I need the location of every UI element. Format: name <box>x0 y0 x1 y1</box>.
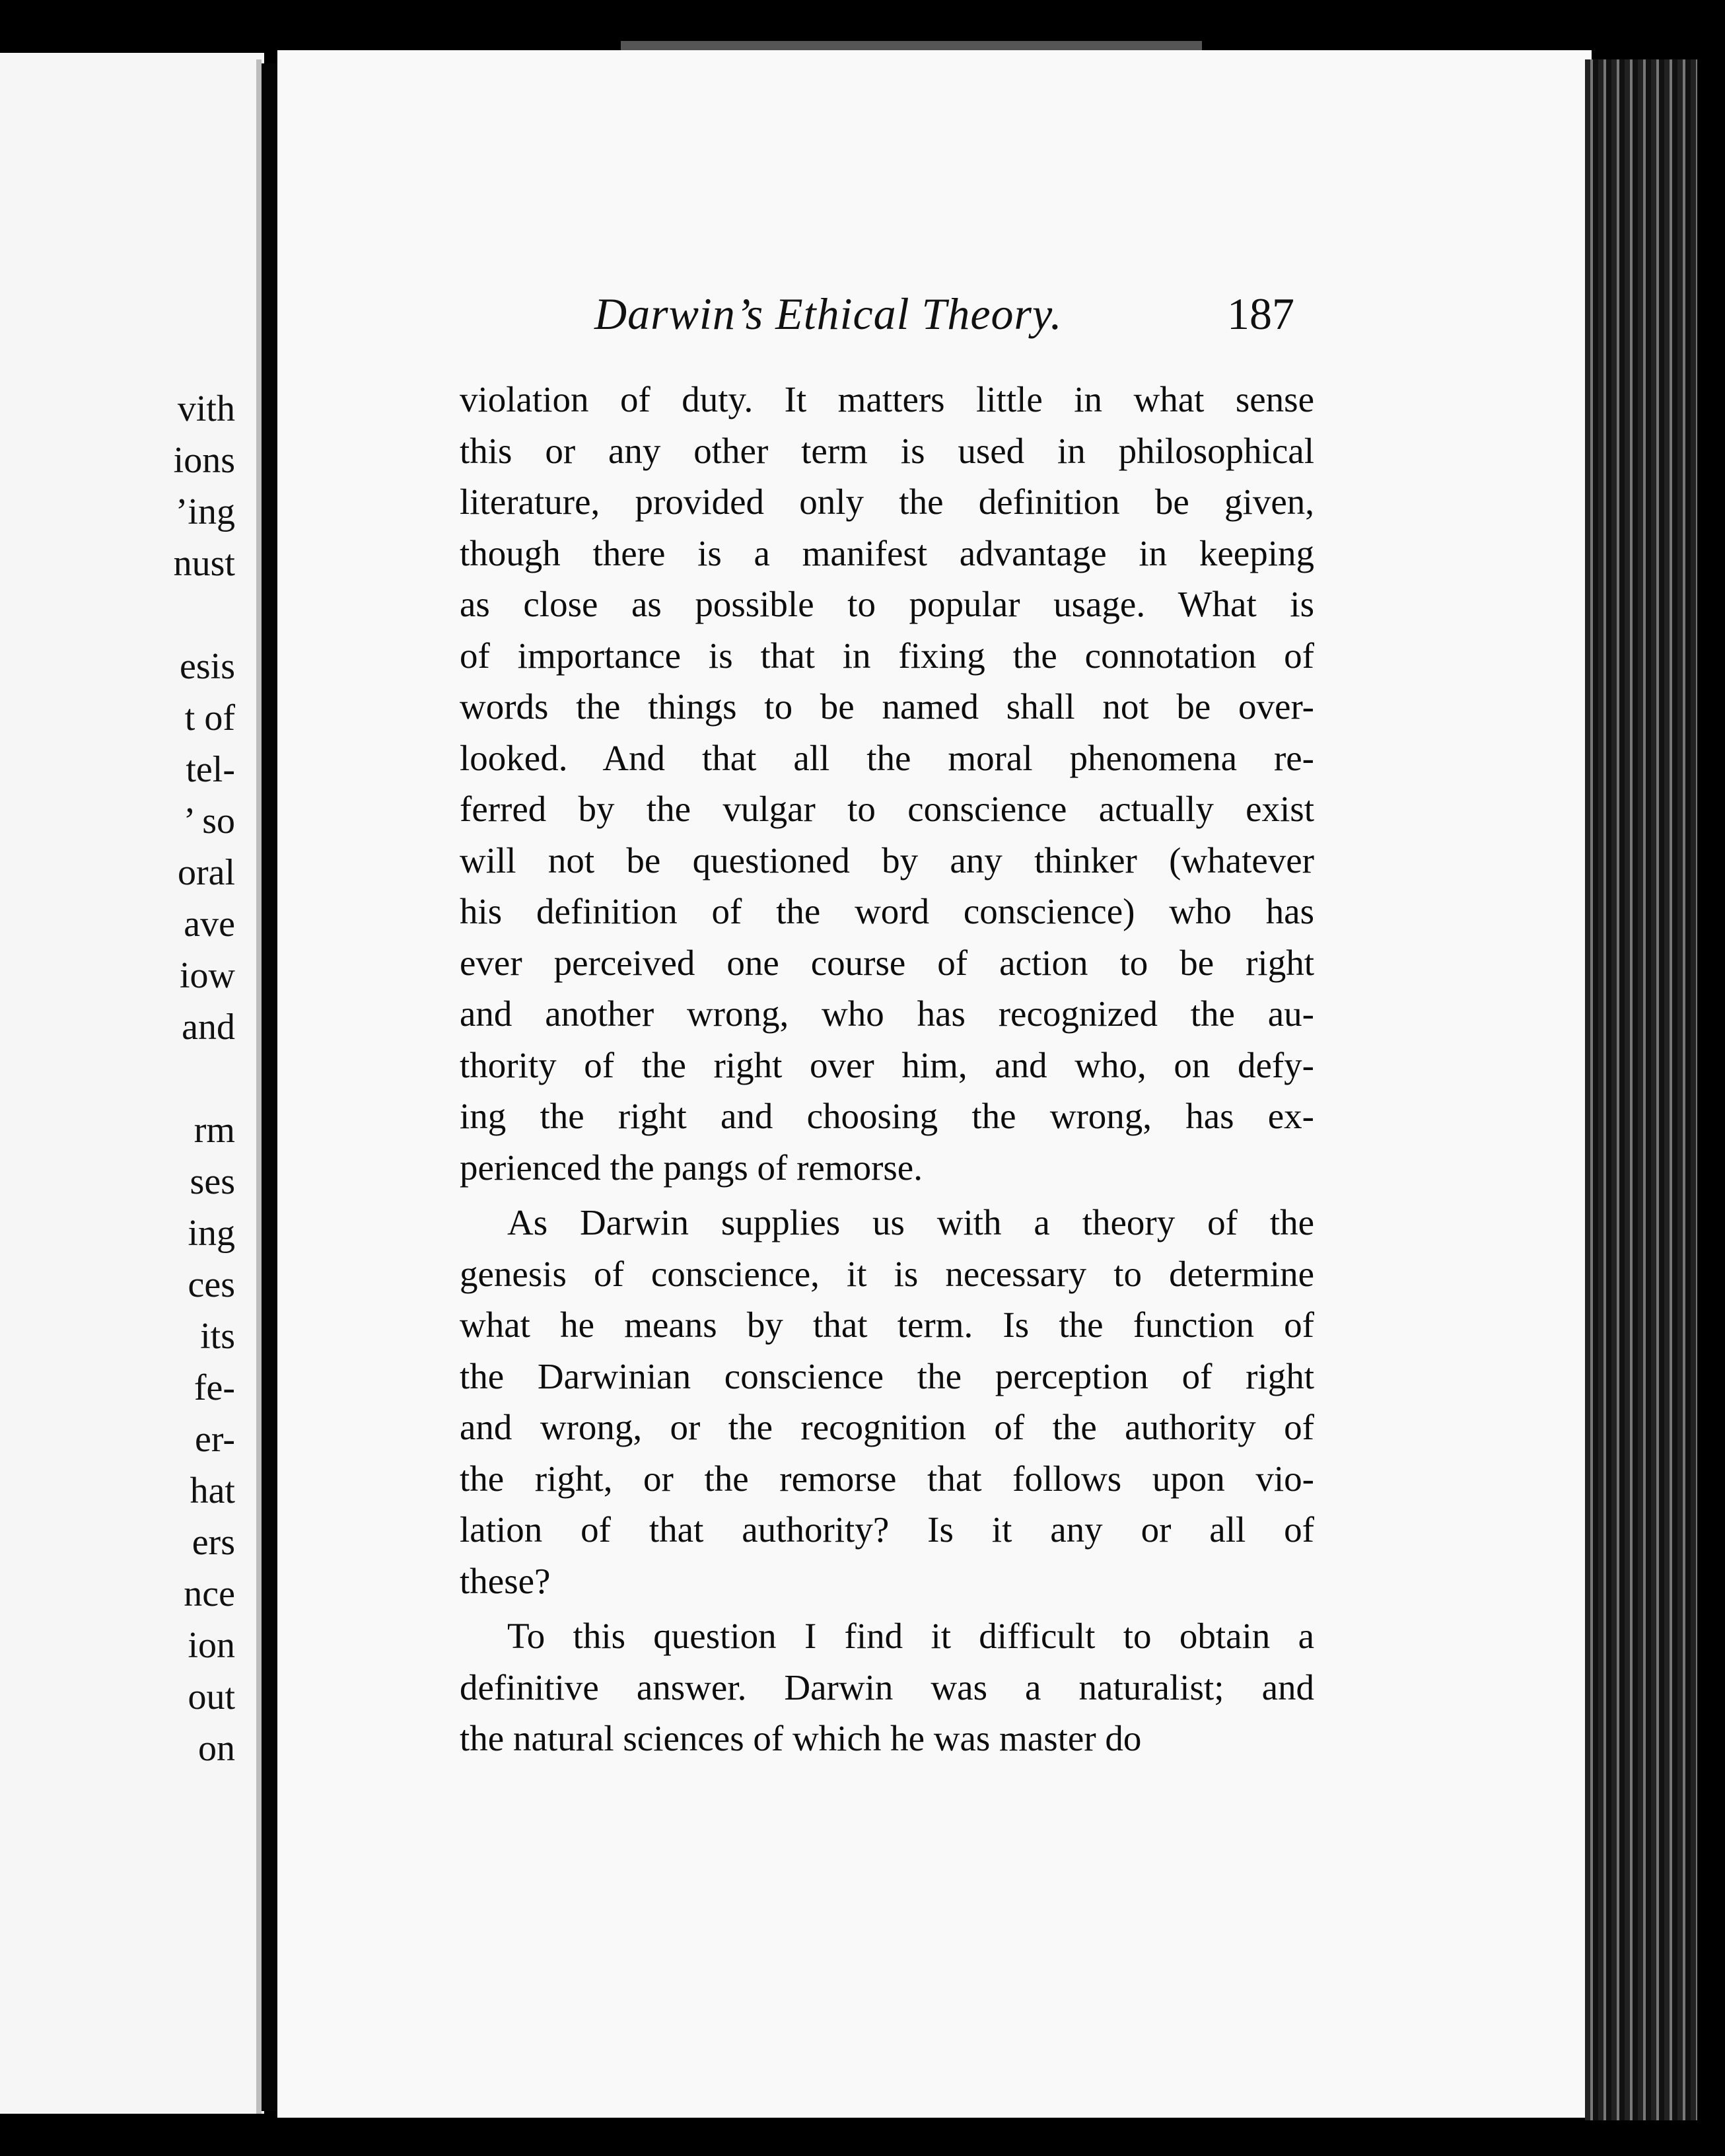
page-edges <box>1585 59 1697 2120</box>
book-gutter <box>262 63 279 2111</box>
text-line: and another wrong, who has recognized the au- <box>460 993 1314 1034</box>
text-line: words the things to be named shall not be over- <box>460 686 1314 727</box>
text-line: perienced the pangs of remorse. <box>460 1147 923 1188</box>
page-header <box>594 288 1294 347</box>
text-line: of importance is that in fixing the connotation of <box>460 635 1314 676</box>
left-page-line-fragment: rm <box>194 1110 235 1151</box>
text-line: his definition of the word conscience) who has <box>460 891 1314 931</box>
left-page-line-fragment: vith <box>177 388 235 429</box>
text-line: looked. And that all the moral phenomena re- <box>460 737 1314 778</box>
text-line: this or any other term is used in philosophical <box>460 430 1314 471</box>
left-page-line-fragment: out <box>188 1676 235 1717</box>
text-line: will not be questioned by any thinker (whatever <box>460 840 1314 880</box>
text-line: ferred by the vulgar to conscience actually exist <box>460 789 1314 829</box>
text-line: literature, provided only the definition be given, <box>460 482 1314 522</box>
text-line: definitive answer. Darwin was a naturalist; and <box>460 1667 1314 1707</box>
text-line: and wrong, or the recognition of the authority of <box>460 1407 1314 1447</box>
left-page-line-fragment: its <box>200 1316 235 1357</box>
left-page-line-fragment: ’ing <box>175 491 235 532</box>
left-page-line-fragment: tel- <box>186 749 235 790</box>
left-page-fragment <box>0 53 264 2114</box>
left-page-line-fragment: ions <box>173 440 235 481</box>
running-head: Darwin’s Ethical Theory. <box>594 289 1063 339</box>
left-page-line-fragment: ses <box>190 1161 235 1202</box>
text-line: genesis of conscience, it is necessary to determine <box>460 1253 1314 1294</box>
text-line: ever perceived one course of action to be right <box>460 942 1314 983</box>
left-page-line-fragment: iow <box>180 955 235 996</box>
left-page-line-fragment: nust <box>173 543 235 584</box>
text-line: ing the right and choosing the wrong, has ex- <box>460 1096 1314 1136</box>
text-line: the right, or the remorse that follows upon vio- <box>460 1458 1314 1499</box>
left-page-line-fragment: hat <box>190 1470 235 1511</box>
text-line: as close as possible to popular usage. What is <box>460 584 1314 624</box>
left-page-line-fragment: ion <box>188 1625 235 1666</box>
left-page-line-fragment: ’ so <box>183 801 235 842</box>
body-text <box>460 374 1314 1764</box>
paragraph <box>460 1197 1314 1606</box>
text-line: what he means by that term. Is the function of <box>460 1305 1314 1345</box>
text-line: these? <box>460 1560 551 1601</box>
text-line: To this question I find it difficult to obtain a <box>507 1616 1314 1656</box>
left-page-line-fragment: fe- <box>194 1367 235 1408</box>
left-page-line-fragment: ing <box>188 1213 235 1254</box>
left-page-line-fragment: oral <box>177 852 235 893</box>
left-page-line-fragment: and <box>182 1007 235 1048</box>
left-page-line-fragment: esis <box>180 646 235 687</box>
page-number: 187 <box>1227 289 1294 339</box>
text-line: violation of duty. It matters little in what sense <box>460 379 1314 419</box>
gutter-edge <box>256 59 262 2114</box>
text-line: the natural sciences of which he was master do <box>460 1718 1142 1758</box>
left-page-line-fragment: ces <box>188 1264 235 1305</box>
left-page-line-fragment: nce <box>184 1573 235 1614</box>
text-line: the Darwinian conscience the perception of right <box>460 1355 1314 1396</box>
text-line: thority of the right over him, and who, on defy- <box>460 1044 1314 1085</box>
left-page-line-fragment: ave <box>184 904 235 945</box>
paragraph <box>460 374 1314 1193</box>
text-line: though there is a manifest advantage in keeping <box>460 532 1314 573</box>
left-page-line-fragment: er- <box>194 1419 235 1460</box>
left-page-line-fragment: on <box>198 1728 235 1769</box>
paragraph <box>460 1610 1314 1764</box>
text-line: lation of that authority? Is it any or all of <box>460 1509 1314 1550</box>
left-page-line-fragment: t of <box>184 698 235 738</box>
left-page-line-fragment: ers <box>192 1522 235 1563</box>
text-line: As Darwin supplies us with a theory of the <box>507 1202 1314 1242</box>
